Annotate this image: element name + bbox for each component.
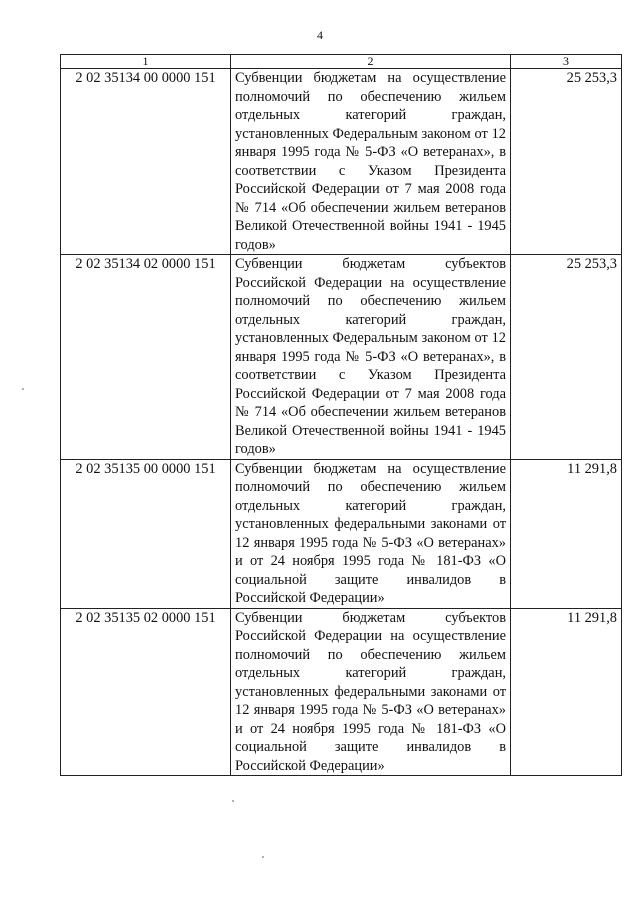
table-row bbox=[61, 69, 622, 255]
amount-cell: 11 291,8 bbox=[511, 459, 622, 608]
table-row bbox=[61, 459, 622, 608]
page-number: 4 bbox=[317, 28, 323, 42]
table-body bbox=[61, 69, 622, 776]
budget-code-cell: 2 02 35135 02 0000 151 bbox=[61, 608, 231, 776]
budget-code-cell: 2 02 35135 00 0000 151 bbox=[61, 459, 231, 608]
column-header-amount: 3 bbox=[511, 55, 622, 69]
column-header-code: 1 bbox=[61, 55, 231, 69]
table-header bbox=[61, 55, 622, 69]
column-header-description: 2 bbox=[231, 55, 511, 69]
amount-cell: 25 253,3 bbox=[511, 69, 622, 255]
budget-code-cell: 2 02 35134 00 0000 151 bbox=[61, 69, 231, 255]
budget-code-cell: 2 02 35134 02 0000 151 bbox=[61, 255, 231, 460]
table-row bbox=[61, 255, 622, 460]
scan-speck bbox=[232, 800, 234, 802]
scan-speck bbox=[22, 388, 24, 390]
header-row bbox=[61, 55, 622, 69]
budget-table bbox=[60, 54, 622, 776]
scan-speck bbox=[262, 856, 264, 858]
table-row bbox=[61, 608, 622, 776]
description-cell: Субвенции бюджетам на осуществление полномочий по обеспечению жильем отдельных категорий граждан, установленных Федеральным законом от 12 января 1995 года № 5-ФЗ «О ветеранах», в соответствии с Указом Президента Российской Федерации от 7 мая 2008 года № 714 «Об обеспечении жильем ветеранов Великой Отечественной войны 1941 - 1945 годов» bbox=[231, 69, 511, 255]
amount-cell: 25 253,3 bbox=[511, 255, 622, 460]
description-cell: Субвенции бюджетам субъектов Российской Федерации на осуществление полномочий по обеспечению жильем отдельных категорий граждан, установленных федеральными законами от 12 января 1995 года № 5-ФЗ «О ветеранах» и от 24 ноября 1995 года № 181-ФЗ «О социальной защите инвалидов в Российской Федерации» bbox=[231, 608, 511, 776]
amount-cell: 11 291,8 bbox=[511, 608, 622, 776]
description-cell: Субвенции бюджетам на осуществление полномочий по обеспечению жильем отдельных категорий граждан, установленных федеральными законами от 12 января 1995 года № 5-ФЗ «О ветеранах» и от 24 ноября 1995 года № 181-ФЗ «О социальной защите инвалидов в Российской Федерации» bbox=[231, 459, 511, 608]
description-cell: Субвенции бюджетам субъектов Российской Федерации на осуществление полномочий по обеспечению жильем отдельных категорий граждан, установленных Федеральным законом от 12 января 1995 года № 5-ФЗ «О ветеранах», в соответствии с Указом Президента Российской Федерации от 7 мая 2008 года № 714 «Об обеспечении жильем ветеранов Великой Отечественной войны 1941 - 1945 годов» bbox=[231, 255, 511, 460]
